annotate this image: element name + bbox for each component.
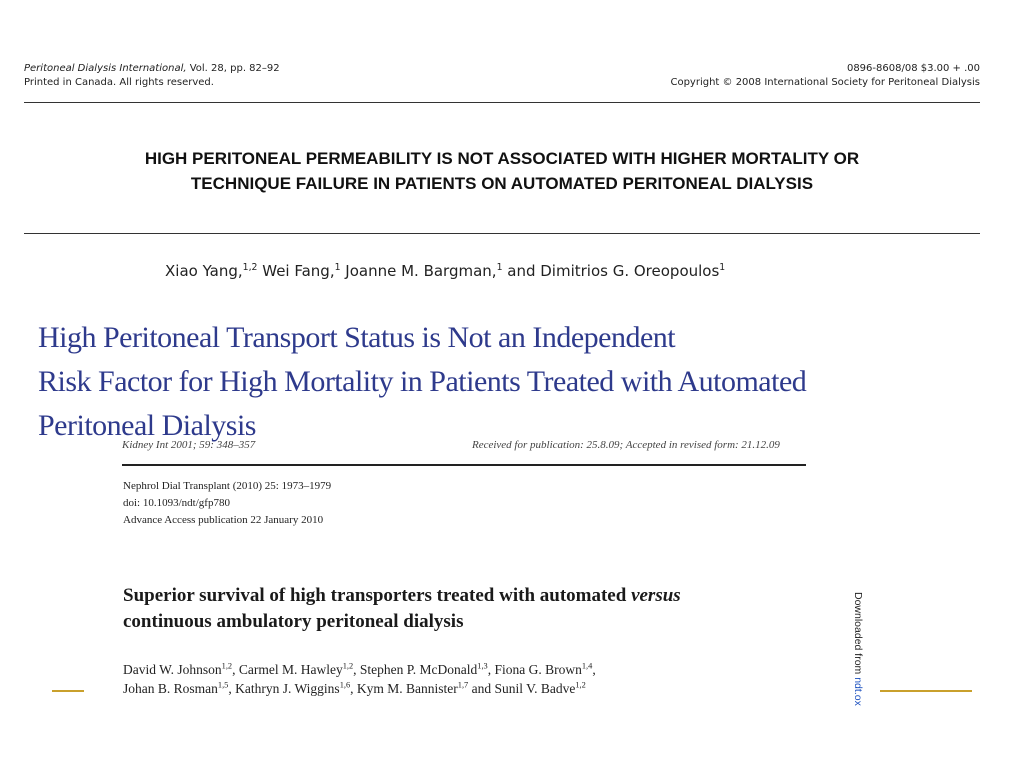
pdi-printed-line: Printed in Canada. All rights reserved.	[24, 77, 214, 88]
pdi-copyright-info	[670, 62, 980, 90]
pdi-issn: 0896-8608/08 $3.00 + .00	[846, 63, 980, 74]
ndt-received-dates: Received for publication: 25.8.09; Accepted in revised form: 21.12.09	[472, 439, 780, 451]
slide-title-line-2: Risk Factor for High Mortality in Patients Treated with Automated	[38, 365, 807, 398]
header-divider	[24, 102, 980, 103]
ndt-authors-line-1: David W. Johnson$^{1,2}$, Carmel M. Hawley$^{1,2}$, Stephen P. McDonald$^{1,3}$, Fiona G. Brown$^{1,4}$,	[123, 661, 596, 677]
pdi-citation-line	[24, 62, 280, 76]
slide-title-line-3: Peritoneal Dialysis	[38, 409, 256, 442]
pdi-author: and Dimitrios G. Oreopoulos$^1$	[502, 262, 726, 280]
ndt-journal-info	[123, 478, 331, 529]
ndt-authors	[123, 660, 596, 698]
downloaded-text: Downloaded from	[852, 592, 864, 678]
pdi-author: Joanne M. Bargman,$^1$	[340, 262, 503, 280]
ndt-article-title	[123, 583, 681, 635]
pdi-article-title	[24, 146, 980, 196]
slide-title-line-1: High Peritoneal Transport Status is Not an Independent	[38, 321, 676, 354]
ndt-title-line-2: continuous ambulatory peritoneal dialysis	[123, 611, 464, 632]
ndt-divider	[122, 464, 806, 466]
pdi-copyright: Copyright © 2008 International Society for Peritoneal Dialysis	[670, 77, 980, 88]
ndt-authors-line-2: Johan B. Rosman$^{1,5}$, Kathryn J. Wiggins$^{1,6}$, Kym M. Bannister$^{1,7}$ and Sunil V. Badve$^{1,2}$	[123, 680, 586, 696]
accent-line-left	[52, 690, 84, 692]
slide-title	[38, 316, 806, 448]
ndt-clipped-reference: Kidney Int 2001; 59: 348–357	[122, 439, 256, 451]
pdi-volume-pages: Vol. 28, pp. 82–92	[186, 63, 280, 74]
title-divider	[24, 233, 980, 234]
ndt-title-line-1: Superior survival of high transporters treated with automated versus	[123, 585, 681, 606]
ndt-advance-access: Advance Access publication 22 January 2010	[123, 514, 324, 526]
pdi-authors	[165, 262, 725, 280]
accent-line-right	[880, 690, 972, 692]
ndt-citation: Nephrol Dial Transplant (2010) 25: 1973–1979	[123, 480, 332, 492]
pdi-title-line-2: TECHNIQUE FAILURE IN PATIENTS ON AUTOMATED PERITONEAL DIALYSIS	[190, 174, 814, 193]
ndt-doi: doi: 10.1093/ndt/gfp780	[123, 497, 230, 509]
pdi-author: Wei Fang,$^1$	[257, 262, 341, 280]
downloaded-from-watermark	[846, 592, 864, 718]
pdi-author: Xiao Yang,$^{1,2}$	[165, 262, 258, 280]
pdi-journal-name: Peritoneal Dialysis International,	[24, 63, 187, 74]
pdi-title-line-1: HIGH PERITONEAL PERMEABILITY IS NOT ASSOCIATED WITH HIGHER MORTALITY OR	[144, 149, 860, 168]
pdi-journal-info	[24, 62, 280, 90]
downloaded-link[interactable]: ndt.ox	[852, 677, 864, 706]
ndt-title-emphasis: versus	[631, 585, 681, 606]
